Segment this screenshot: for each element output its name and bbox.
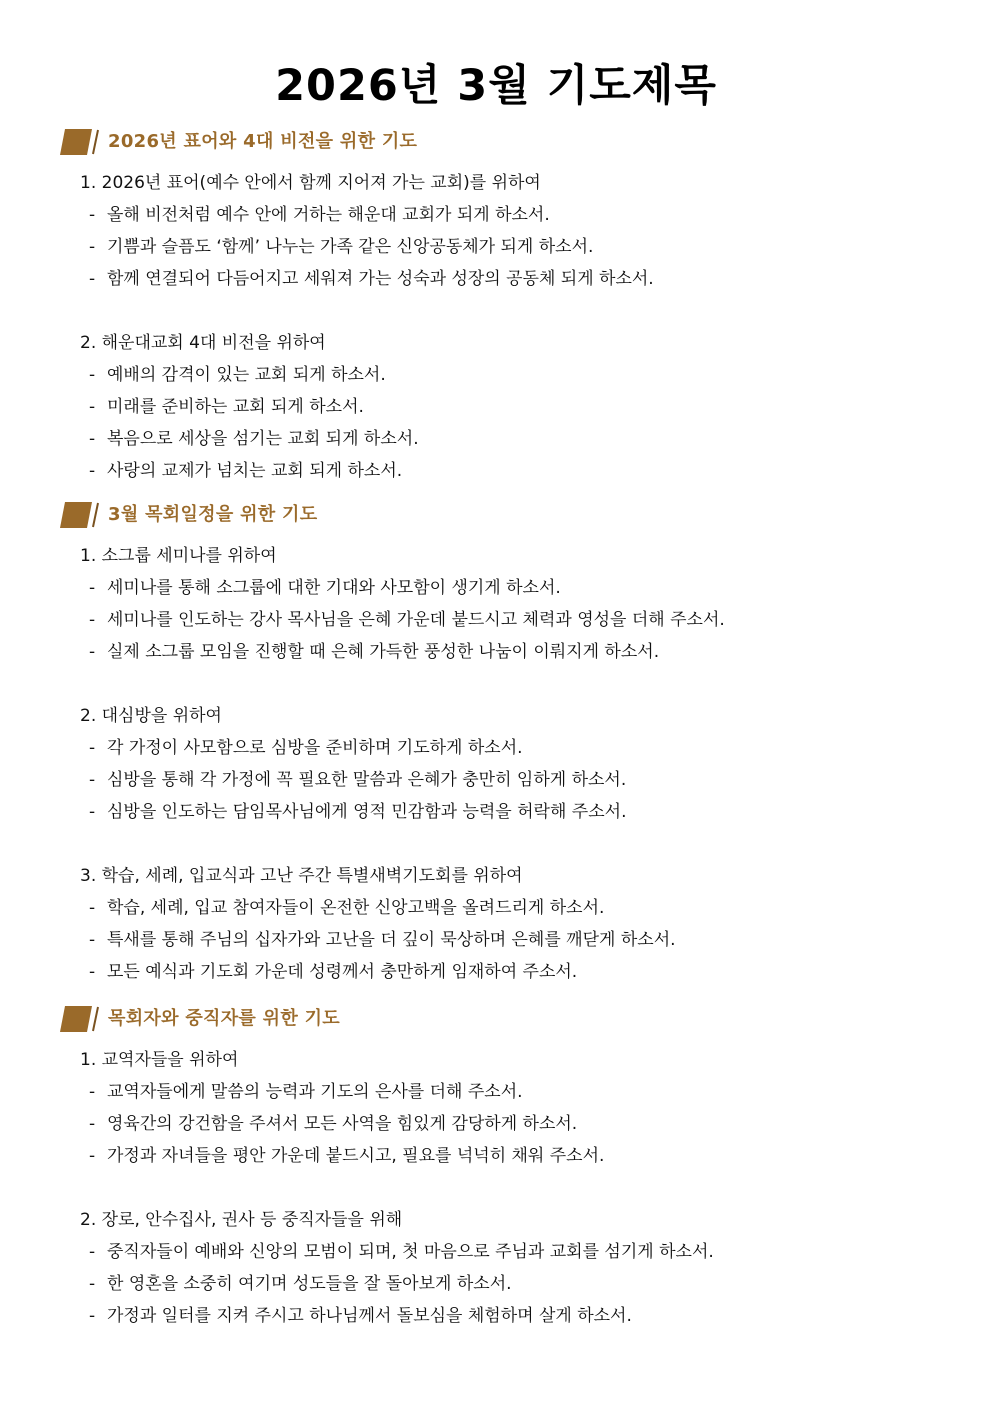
bullet-line: - 한 영혼을 소중히 여기며 성도들을 잘 돌아보게 하소서. [89, 1274, 512, 1294]
section-march-schedule [60, 500, 940, 988]
section-vision [60, 127, 940, 487]
section-header [60, 500, 940, 530]
section-title: 목회자와 중직자를 위한 기도 [108, 1008, 340, 1029]
section-marker-icon [60, 502, 100, 528]
bullet-line: - 세미나를 통해 소그룹에 대한 기대와 사모함이 생기게 하소서. [89, 578, 561, 598]
bullet-line: - 중직자들이 예배와 신앙의 모범이 되며, 첫 마음으로 주님과 교회를 섬기게 하소서. [89, 1242, 714, 1262]
bullet-line: - 학습, 세례, 입교 참여자들이 온전한 신앙고백을 올려드리게 하소서. [89, 898, 605, 918]
bullet-line: - 예배의 감격이 있는 교회 되게 하소서. [89, 365, 386, 385]
bullet-line: - 심방을 인도하는 담임목사님에게 영적 민감함과 능력을 허락해 주소서. [89, 802, 627, 822]
bullet-line: - 영육간의 강건함을 주셔서 모든 사역을 힘있게 감당하게 하소서. [89, 1114, 578, 1134]
bullet-line: - 올해 비전처럼 예수 안에 거하는 해운대 교회가 되게 하소서. [89, 205, 550, 225]
item-title: 1. 교역자들을 위하여 [80, 1050, 239, 1070]
page-title: 2026년 3월 기도제목 [275, 61, 717, 111]
bullet-line: - 기쁨과 슬픔도 ‘함께’ 나누는 가족 같은 신앙공동체가 되게 하소서. [89, 237, 594, 257]
bullet-line: - 심방을 통해 각 가정에 꼭 필요한 말씀과 은혜가 충만히 임하게 하소서. [89, 770, 627, 790]
section-pastors-elders [60, 1004, 940, 1332]
bullet-line: - 특새를 통해 주님의 십자가와 고난을 더 깊이 묵상하며 은혜를 깨닫게 하소서. [89, 930, 676, 950]
item-title: 2. 해운대교회 4대 비전을 위하여 [80, 333, 326, 353]
item-title: 1. 소그룹 세미나를 위하여 [80, 546, 277, 566]
section-title: 3월 목회일정을 위한 기도 [108, 504, 318, 525]
section-header [60, 127, 940, 157]
bullet-line: - 사랑의 교제가 넘치는 교회 되게 하소서. [89, 461, 403, 481]
prayer-item [80, 860, 940, 988]
bullet-line: - 함께 연결되어 다듬어지고 세워져 가는 성숙과 성장의 공동체 되게 하소서. [89, 269, 654, 289]
bullet-line: - 실제 소그룹 모임을 진행할 때 은혜 가득한 풍성한 나눔이 이뤄지게 하소서. [89, 642, 660, 662]
section-title: 2026년 표어와 4대 비전을 위한 기도 [108, 131, 418, 152]
bullet-line: - 가정과 일터를 지켜 주시고 하나님께서 돌보심을 체험하며 살게 하소서. [89, 1306, 632, 1326]
item-title: 2. 대심방을 위하여 [80, 706, 222, 726]
prayer-item [80, 540, 940, 668]
item-title: 2. 장로, 안수집사, 권사 등 중직자들을 위해 [80, 1210, 403, 1230]
prayer-item [80, 1044, 940, 1172]
prayer-item [80, 700, 940, 828]
section-header [60, 1004, 940, 1034]
prayer-item [80, 1204, 940, 1332]
item-title: 3. 학습, 세례, 입교식과 고난 주간 특별새벽기도회를 위하여 [80, 866, 523, 886]
prayer-item [80, 327, 940, 487]
bullet-line: - 복음으로 세상을 섬기는 교회 되게 하소서. [89, 429, 419, 449]
prayer-item [80, 167, 940, 295]
bullet-line: - 가정과 자녀들을 평안 가운데 붙드시고, 필요를 넉넉히 채워 주소서. [89, 1146, 605, 1166]
section-marker-icon [60, 1006, 100, 1032]
bullet-line: - 교역자들에게 말씀의 능력과 기도의 은사를 더해 주소서. [89, 1082, 523, 1102]
item-title: 1. 2026년 표어(예수 안에서 함께 지어져 가는 교회)를 위하여 [80, 173, 541, 193]
section-marker-icon [60, 129, 100, 155]
bullet-line: - 모든 예식과 기도회 가운데 성령께서 충만하게 임재하여 주소서. [89, 962, 578, 982]
bullet-line: - 각 가정이 사모함으로 심방을 준비하며 기도하게 하소서. [89, 738, 523, 758]
bullet-line: - 미래를 준비하는 교회 되게 하소서. [89, 397, 364, 417]
bullet-line: - 세미나를 인도하는 강사 목사님을 은혜 가운데 붙드시고 체력과 영성을 더해 주소서. [89, 610, 725, 630]
